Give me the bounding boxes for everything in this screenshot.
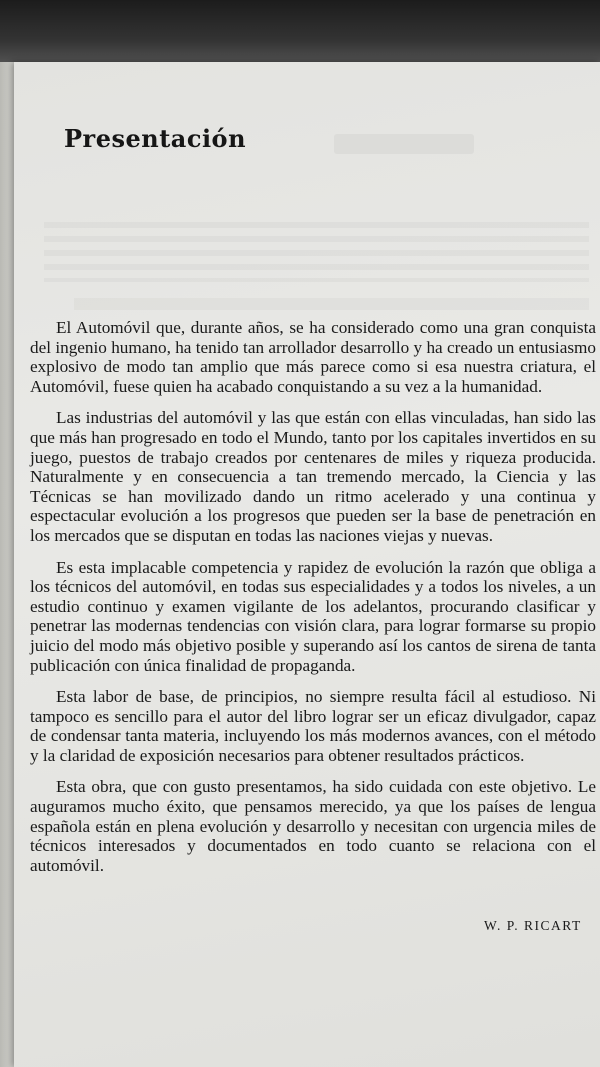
body-paragraph: Es esta implacable competencia y rapidez de evolución la razón que obliga a los técnicos del automóvil, en todas sus especialidades y a todos los niveles, a un estudio continuo y examen vigilante de los adelantos, procurando clasificar y penetrar las modernas tendencias con visión clara, para lograr formarse su propio juicio del modo más objetivo posible y superando así los cantos de sirena de tanta publicación con única finalidad de propaganda.	[30, 557, 596, 675]
show-through-text-decoration	[74, 298, 589, 310]
show-through-text-decoration	[44, 222, 589, 282]
body-paragraph: Las industrias del automóvil y las que están con ellas vinculadas, han sido las que más han progresado en todo el Mundo, tanto por los capitales invertidos en su juego, puestos de trabajo creados por centenares de miles y riqueza producida. Naturalmente y en consecuencia a tan tremendo mercado, la Ciencia y las Técnicas se han movilizado dando un ritmo acelerado y una continua y espectacular evolución a los progresos que pueden ser la base de penetración en los mercados que se disputan en todas las naciones viejas y nuevas.	[30, 408, 596, 545]
body-paragraph: Esta labor de base, de principios, no siempre resulta fácil al estudioso. Ni tampoco es sencillo para el autor del libro lograr ser un eficaz divulgador, capaz de condensar tanta materia, incluyendo los más modernos avances, con el método y la claridad de exposición necesarios para obtener resultados prácticos.	[30, 687, 596, 765]
body-paragraph: Esta obra, que con gusto presentamos, ha sido cuidada con este objetivo. Le auguramos mucho éxito, que pensamos merecido, ya que los países de lengua española están en plena evolución y desarrollo y necesitan con urgencia miles de técnicos interesados y documentados en todo cuanto se relaciona con el automóvil.	[30, 777, 596, 875]
show-through-title-decoration	[334, 134, 474, 154]
body-paragraph: El Automóvil que, durante años, se ha considerado como una gran conquista del ingenio humano, ha tenido tan arrollador desarrollo y ha creado un entusiasmo explosivo de modo tan amplio que más parece como si esa nuestra criatura, el Automóvil, fuese quien ha acabado conquistando a su vez a la humanidad.	[30, 318, 596, 396]
book-page	[14, 62, 600, 1067]
page-title: Presentación	[64, 124, 247, 153]
presentation-body	[30, 318, 596, 887]
book-page-edge	[0, 62, 14, 1067]
author-signature: W. P. RICART	[484, 918, 582, 933]
